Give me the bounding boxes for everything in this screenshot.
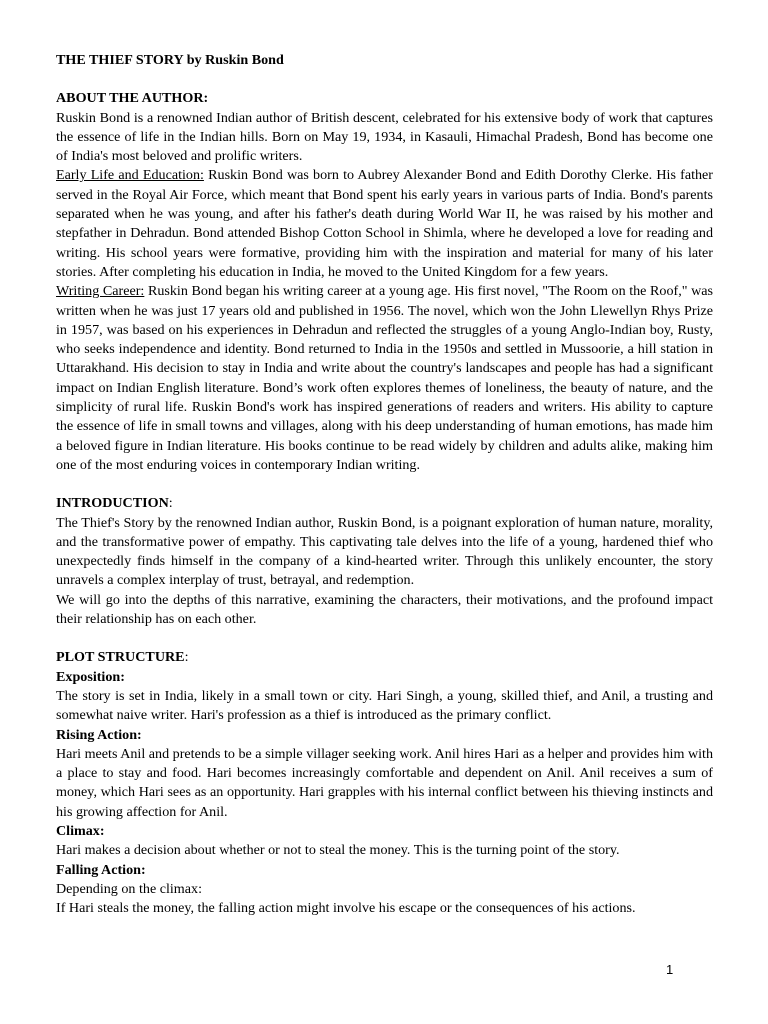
writing-career-label: Writing Career: — [56, 283, 145, 300]
falling-action-text-1: Depending on the climax: — [56, 880, 202, 897]
writing-career-text: Ruskin Bond began his writing career at a young age. His first novel, "The Room on the Roof," was written when he was just 17 years old and published in 1956. The novel, which won the John Llewellyn Rhys Prize in 1957, was based on his experiences in Dehradun and reflected the struggles of a young Anglo-Indian boy, Rusty, who seeks independence and identity. Bond returned to India in the 1950s and settled in Mussoorie, a hill station in Uttarakhand. His decision to stay in India and write about the country's landscapes and people has had a significant impact on Indian English literature. Bond’s work often explores themes of loneliness, the beauty of nature, and the simplicity of rural life. Ruskin Bond's work has inspired generations of readers and writers. His ability to capture the essence of life in small towns and villages, along with his deep understanding of human emotions, has made him a beloved figure in Indian literature. His books continue to be read widely by children and adults alike, making him one of the most enduring voices in contemporary Indian writing. — [56, 283, 714, 473]
early-life-text: Ruskin Bond was born to Aubrey Alexander Bond and Edith Dorothy Clerke. His father served in the Royal Air Force, which meant that Bond spent his early years in various parts of India. Bond's parents separated when he was young, and after his father's death during World War II, he was raised by his mother and stepfather in Dehradun. Bond attended Bishop Cotton School in Shimla, where he developed a love for reading and writing. His school years were formative, providing him with the inspiration and material for many of his later stories. After completing his education in India, he moved to the United Kingdom for a few years. — [56, 167, 713, 280]
early-life-paragraph — [56, 166, 713, 282]
plot-structure-heading-line — [56, 648, 713, 667]
page-number: 1 — [666, 962, 674, 977]
document-title: THE THIEF STORY by Ruskin Bond — [56, 52, 284, 68]
rising-action-heading: Rising Action: — [56, 726, 142, 743]
about-author-heading: ABOUT THE AUTHOR: — [56, 90, 209, 107]
early-life-label: Early Life and Education: — [56, 167, 204, 184]
rising-action-text: Hari meets Anil and pretends to be a simple villager seeking work. Anil hires Hari as a helper and provides him with a place to stay and food. Hari becomes increasingly comfortable and dependent on Anil. Anil receives a sum of money, which Hari sees as an opportunity. Hari grapples with his internal conflict between his thieving instincts and his growing affection for Anil. — [56, 745, 713, 820]
exposition-heading: Exposition: — [56, 668, 125, 685]
introduction-heading-line — [56, 494, 713, 513]
plot-structure-heading: PLOT STRUCTURE — [56, 649, 185, 666]
introduction-paragraph-2: We will go into the depths of this narrative, examining the characters, their motivations, and the profound impact their relationship has on each other. — [56, 591, 713, 628]
about-author-intro: Ruskin Bond is a renowned Indian author of British descent, celebrated for his extensive body of work that captures the essence of life in the Indian hills. Born on May 19, 1934, in Kasauli, Himachal Pradesh, Bond has become one of India's most beloved and prolific writers. — [56, 109, 713, 165]
exposition-text: The story is set in India, likely in a small town or city. Hari Singh, a young, skilled thief, and Anil, a trusting and somewhat naive writer. Hari's profession as a thief is introduced as the primary conflict. — [56, 687, 713, 724]
climax-text: Hari makes a decision about whether or not to steal the money. This is the turning point of the story. — [56, 842, 620, 859]
introduction-paragraph-1: The Thief's Story by the renowned Indian author, Ruskin Bond, is a poignant exploration of human nature, morality, and the transformative power of empathy. This captivating tale delves into the life of a young, hardened thief who unexpectedly finds himself in the company of a kind-hearted writer. Through this unlikely encounter, the story unravels a complex interplay of trust, betrayal, and redemption. — [56, 514, 713, 589]
falling-action-heading: Falling Action: — [56, 861, 146, 878]
plot-structure-colon: : — [184, 649, 189, 666]
introduction-colon: : — [168, 495, 173, 512]
document-body — [56, 51, 713, 918]
falling-action-text-2: If Hari steals the money, the falling action might involve his escape or the consequences of his actions. — [56, 900, 636, 917]
climax-heading: Climax: — [56, 822, 105, 839]
writing-career-paragraph — [56, 282, 713, 475]
introduction-heading: INTRODUCTION — [56, 495, 169, 512]
